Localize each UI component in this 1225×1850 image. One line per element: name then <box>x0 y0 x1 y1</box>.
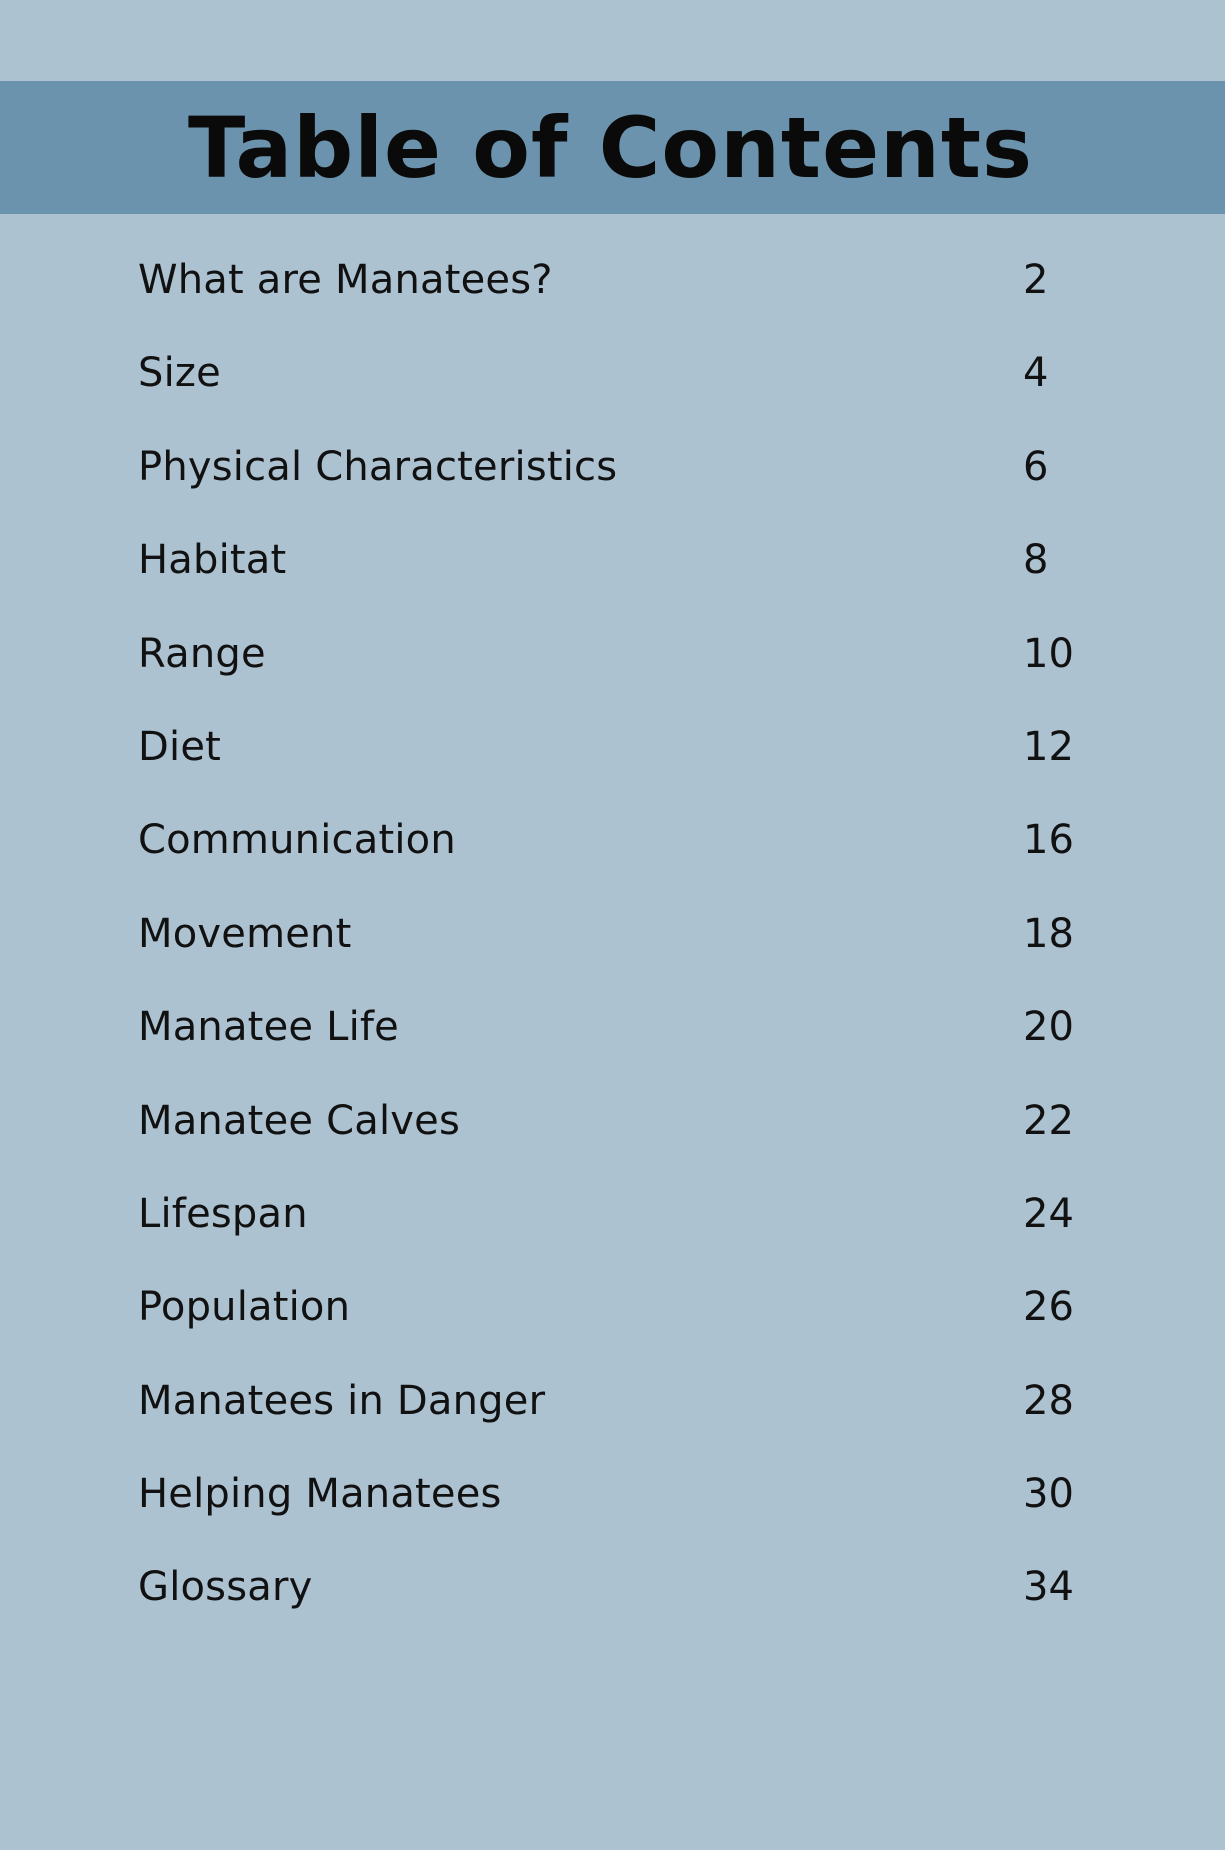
toc-entry-title: Communication <box>138 817 456 864</box>
toc-entry-page-number: 18 <box>1023 910 1074 957</box>
toc-entry-page-number: 20 <box>1023 1004 1074 1051</box>
toc-entry <box>138 529 1088 622</box>
toc-entry-title: Habitat <box>138 537 287 584</box>
toc-entry <box>138 623 1088 716</box>
toc-entry-page-number: 6 <box>1023 443 1049 490</box>
toc-entry-page-number: 4 <box>1023 350 1049 397</box>
toc-entry <box>138 903 1088 996</box>
toc-entry-page-number: 16 <box>1023 817 1074 864</box>
toc-entry-title: Manatee Calves <box>138 1097 460 1144</box>
toc-entry <box>138 1463 1088 1556</box>
toc-entry-page-number: 22 <box>1023 1097 1074 1144</box>
toc-entry-page-number: 10 <box>1023 630 1074 677</box>
toc-entry <box>138 809 1088 902</box>
toc-entry-title: Manatee Life <box>138 1004 399 1051</box>
toc-entry-title: Lifespan <box>138 1190 308 1237</box>
toc-entry <box>138 1183 1088 1276</box>
toc-entry-page-number: 8 <box>1023 537 1049 584</box>
title-band <box>0 81 1225 214</box>
toc-entry <box>138 716 1088 809</box>
toc-entry <box>138 436 1088 529</box>
toc-entry-page-number: 34 <box>1023 1564 1074 1611</box>
toc-entry <box>138 1370 1088 1463</box>
toc-entry <box>138 996 1088 1089</box>
toc-entry <box>138 1090 1088 1183</box>
toc-entry-title: What are Manatees? <box>138 257 553 303</box>
toc-entry <box>138 1276 1088 1369</box>
page-title: Table of Contents <box>187 98 1034 197</box>
toc-entry <box>138 249 1088 342</box>
toc-entry-page-number: 30 <box>1023 1471 1074 1518</box>
toc-entry-title: Movement <box>138 910 352 957</box>
toc-entry-title: Size <box>138 350 221 397</box>
toc-entry-page-number: 2 <box>1023 257 1049 303</box>
toc-entry-title: Helping Manatees <box>138 1471 502 1518</box>
table-of-contents <box>138 249 1088 1650</box>
toc-entry <box>138 342 1088 435</box>
toc-entry-title: Manatees in Danger <box>138 1377 546 1424</box>
toc-entry-page-number: 28 <box>1023 1377 1074 1424</box>
toc-entry-page-number: 12 <box>1023 723 1074 770</box>
toc-entry-title: Diet <box>138 723 222 770</box>
toc-entry-title: Range <box>138 630 266 677</box>
toc-entry-title: Glossary <box>138 1564 313 1611</box>
toc-entry <box>138 1556 1088 1649</box>
toc-entry-title: Physical Characteristics <box>138 443 618 490</box>
toc-entry-page-number: 26 <box>1023 1284 1074 1331</box>
toc-entry-page-number: 24 <box>1023 1190 1074 1237</box>
toc-entry-title: Population <box>138 1284 351 1331</box>
